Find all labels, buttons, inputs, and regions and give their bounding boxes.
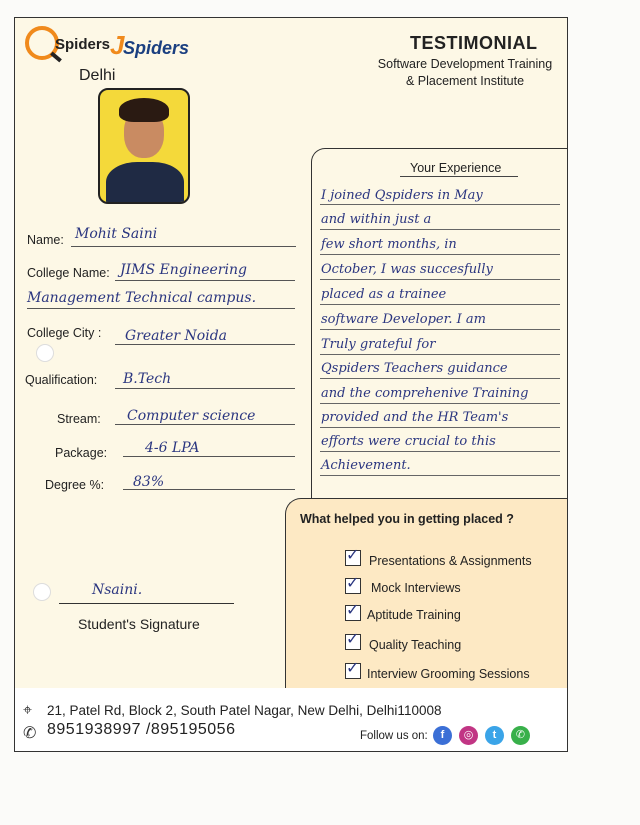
check-mark-icon: ✓	[346, 575, 360, 592]
helped-item-interview-grooming: Interview Grooming Sessions	[367, 667, 530, 681]
jspiders-logo-j: J	[110, 30, 125, 60]
college-label: College Name:	[27, 266, 110, 280]
photo-hair	[119, 98, 169, 122]
experience-line-8: Qspiders Teachers guidance	[321, 361, 508, 376]
city-underline	[115, 344, 295, 345]
experience-line-3: few short months, in	[321, 237, 457, 252]
city-label: College City :	[27, 326, 102, 340]
follow-us-label: Follow us on:	[360, 730, 428, 742]
degree-underline	[123, 489, 295, 490]
helped-title: What helped you in getting placed ?	[300, 512, 514, 526]
stream-label: Stream:	[57, 412, 101, 426]
student-signature: Nsaini.	[92, 582, 143, 598]
helped-item-quality-teaching: Quality Teaching	[369, 638, 462, 652]
name-value: Mohit Saini	[75, 226, 158, 242]
experience-rule-8	[320, 378, 560, 379]
college-value-2: Management Technical campus.	[27, 290, 257, 306]
instagram-icon[interactable]: ◎	[459, 726, 478, 745]
experience-line-1: I joined Qspiders in May	[321, 188, 483, 203]
student-photo	[98, 88, 190, 204]
college-value-1: JIMS Engineering	[120, 262, 247, 278]
check-mark-icon: ✓	[346, 602, 360, 619]
experience-line-2: and within just a	[321, 212, 432, 227]
degree-label: Degree %:	[45, 478, 105, 492]
name-label: Name:	[27, 233, 64, 247]
qualification-value: B.Tech	[123, 371, 172, 387]
experience-title-underline	[400, 176, 518, 177]
experience-rule-12	[320, 475, 560, 476]
whatsapp-icon[interactable]: ✆	[511, 726, 530, 745]
check-mark-icon: ✓	[346, 660, 360, 677]
facebook-icon[interactable]: f	[433, 726, 452, 745]
experience-line-12: Achievement.	[321, 458, 411, 473]
stream-underline	[115, 424, 295, 425]
experience-line-11: efforts were crucial to this	[321, 434, 496, 449]
package-underline	[123, 456, 295, 457]
testimonial-sheet	[14, 17, 568, 752]
subtitle-line-1: Software Development Training	[377, 57, 553, 71]
experience-rule-6	[320, 329, 560, 330]
phone-numbers: 8951938997 /895195056	[47, 721, 236, 738]
check-mark-icon: ✓	[346, 547, 360, 564]
address: 21, Patel Rd, Block 2, South Patel Nagar, New Delhi, Delhi110008	[47, 703, 442, 718]
page-subtitle	[365, 56, 565, 90]
qualification-underline	[115, 388, 295, 389]
experience-rule-4	[320, 279, 560, 280]
twitter-icon[interactable]: t	[485, 726, 504, 745]
experience-rule-3	[320, 254, 560, 255]
helped-item-aptitude: Aptitude Training	[367, 608, 461, 622]
package-value: 4-6 LPA	[145, 440, 200, 456]
punch-hole-top	[36, 344, 54, 362]
qspiders-logo-icon	[25, 26, 59, 60]
signature-label: Student's Signature	[78, 616, 200, 632]
experience-rule-2	[320, 229, 560, 230]
experience-line-6: software Developer. I am	[321, 312, 487, 327]
experience-line-9: and the comprehenive Training	[321, 386, 529, 401]
college-underline-2	[27, 308, 295, 309]
qspiders-logo-text: Spiders	[55, 36, 111, 53]
experience-line-4: October, I was succesfully	[321, 262, 493, 277]
experience-title: Your Experience	[410, 161, 502, 175]
experience-rule-11	[320, 451, 560, 452]
photo-shirt	[106, 162, 184, 204]
college-underline-1	[115, 280, 295, 281]
page-title: TESTIMONIAL	[410, 33, 538, 53]
experience-line-7: Truly grateful for	[321, 337, 436, 352]
name-underline	[71, 246, 296, 247]
helped-item-mock-interviews: Mock Interviews	[371, 581, 461, 595]
experience-rule-10	[320, 427, 560, 428]
experience-rule-7	[320, 354, 560, 355]
helped-item-presentations: Presentations & Assignments	[369, 554, 532, 568]
stream-value: Computer science	[127, 408, 256, 424]
signature-line	[59, 603, 234, 604]
experience-rule-9	[320, 403, 560, 404]
footer	[15, 688, 567, 751]
degree-value: 83%	[133, 474, 165, 490]
check-mark-icon: ✓	[346, 631, 360, 648]
punch-hole-bottom	[33, 583, 51, 601]
experience-line-10: provided and the HR Team's	[321, 410, 509, 425]
package-label: Package:	[55, 446, 108, 460]
experience-line-5: placed as a trainee	[321, 287, 447, 302]
location-pin-icon: ⌖	[23, 702, 33, 719]
qualification-label: Qualification:	[25, 373, 98, 387]
branch-city: Delhi	[79, 67, 116, 84]
experience-rule-1	[320, 204, 560, 205]
city-value: Greater Noida	[125, 328, 228, 344]
phone-icon: ✆	[23, 725, 37, 742]
experience-rule-5	[320, 304, 560, 305]
subtitle-line-2: & Placement Institute	[405, 74, 525, 88]
jspiders-logo-text: Spiders	[123, 38, 190, 58]
